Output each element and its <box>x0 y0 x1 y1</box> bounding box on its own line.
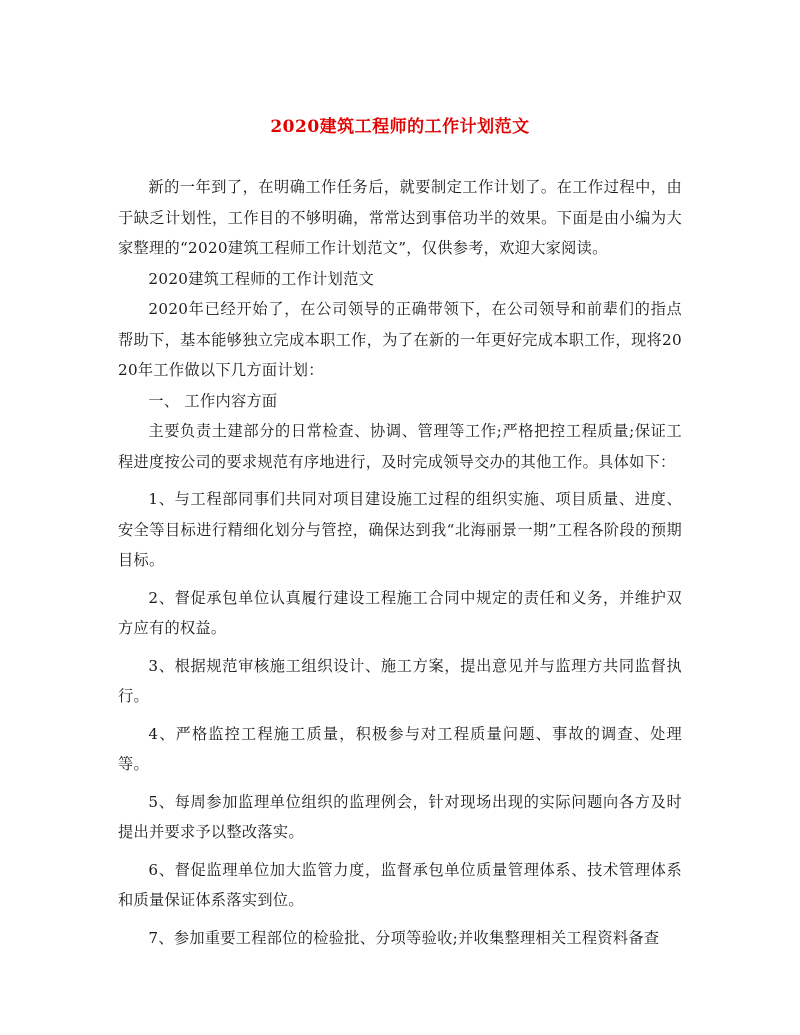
list-item-7: 7、参加重要工程部位的检验批、分项等验收;并收集整理相关工程资料备查 <box>148 928 660 947</box>
list-item-4: 4、严格监控工程施工质量，积极参与对工程质量问题、事故的调查、处理等。 <box>118 724 682 773</box>
list-item-6: 6、督促监理单位加大监管力度，监督承包单位质量管理体系、技术管理体系和质量保证体系落实到位。 <box>118 860 682 909</box>
document-title: 2020建筑工程师的工作计划范文 <box>270 117 530 137</box>
paragraph-subtitle: 2020建筑工程师的工作计划范文 <box>148 269 375 288</box>
section-heading-work-content: 一、 工作内容方面 <box>148 391 278 410</box>
paragraph-overview: 2020年已经开始了，在公司领导的正确带领下，在公司领导和前辈们的指点帮助下，基本能够独立完成本职工作，为了在新的一年更好完成本职工作，现将2020年工作做以下几方面计划： <box>118 300 682 379</box>
document-body <box>118 172 682 953</box>
list-item-1: 1、与工程部同事们共同对项目建设施工过程的组织实施、项目质量、进度、安全等目标进行精细化划分与管控，确保达到我“北海丽景一期”工程各阶段的预期目标。 <box>118 490 682 569</box>
list-item-3: 3、根据规范审核施工组织设计、施工方案，提出意见并与监理方共同监督执行。 <box>118 656 682 705</box>
paragraph-intro: 新的一年到了，在明确工作任务后，就要制定工作计划了。在工作过程中，由于缺乏计划性，工作目的不够明确，常常达到事倍功半的效果。下面是由小编为大家整理的“2020建筑工程师工作计划范文”，仅供参考，欢迎大家阅读。 <box>118 178 682 257</box>
list-item-5: 5、每周参加监理单位组织的监理例会，针对现场出现的实际问题向各方及时提出并要求予以整改落实。 <box>118 792 682 841</box>
paragraph-responsibilities: 主要负责土建部分的日常检查、协调、管理等工作;严格把控工程质量;保证工程进度按公司的要求规范有序地进行，及时完成领导交办的其他工作。具体如下： <box>118 422 682 471</box>
list-item-2: 2、督促承包单位认真履行建设工程施工合同中规定的责任和义务，并维护双方应有的权益。 <box>118 588 682 637</box>
